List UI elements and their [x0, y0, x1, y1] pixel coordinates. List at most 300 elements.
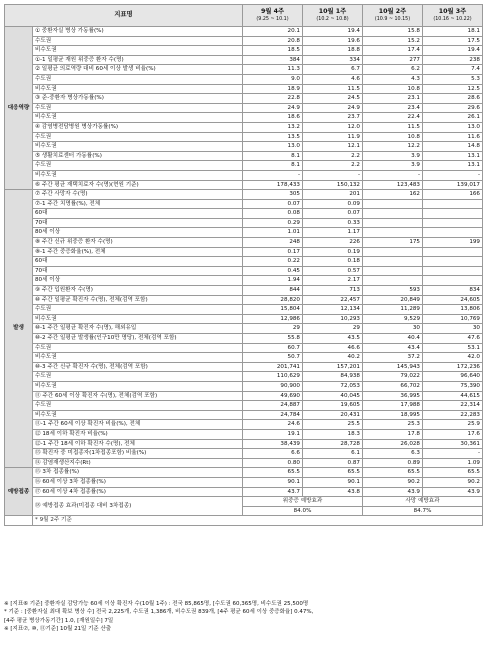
row-label: 80세 이상 — [33, 276, 243, 286]
row-label: ⑦ 주간 사망자 수(명) — [33, 190, 243, 200]
row-label: ⑦-1 주간 치명률(%), 전체 — [33, 199, 243, 209]
table-row — [5, 247, 483, 257]
cell-value: 0.89 — [363, 458, 423, 468]
cell-value: 43.9 — [363, 487, 423, 497]
cell-value: 18.3 — [303, 429, 363, 439]
cell-value: 238 — [423, 55, 483, 65]
table-row — [5, 372, 483, 382]
row-label: ⑧ 주간 신규 위중증 환자 수(명) — [33, 238, 243, 248]
cell-value: 0.08 — [243, 209, 303, 219]
cell-value: 0.07 — [243, 199, 303, 209]
cell-value: 844 — [243, 286, 303, 296]
cell-value: 72,053 — [303, 381, 363, 391]
cell-value: 11.3 — [243, 65, 303, 75]
cell-value: 226 — [303, 238, 363, 248]
cell-value: 43.9 — [423, 487, 483, 497]
cell-value — [423, 209, 483, 219]
cell-value: 13,806 — [423, 305, 483, 315]
cell-value: 46.6 — [303, 343, 363, 353]
cell-value: 11,289 — [363, 305, 423, 315]
cell-value: 38,439 — [243, 439, 303, 449]
cell-value: 7.4 — [423, 65, 483, 75]
table-row — [5, 497, 483, 507]
table-row — [5, 257, 483, 267]
cell-value — [363, 228, 423, 238]
cell-value: 13.0 — [243, 142, 303, 152]
footnotes — [4, 600, 482, 634]
cell-value: 1.94 — [243, 276, 303, 286]
cell-value: 26.1 — [423, 113, 483, 123]
row-label: ⑰ 60세 이상 4차 접종률(%) — [33, 487, 243, 497]
cell-value: 248 — [243, 238, 303, 248]
row-label: 비수도권 — [33, 84, 243, 94]
table-row — [5, 305, 483, 315]
cell-value: 0.09 — [303, 199, 363, 209]
header-row — [5, 5, 483, 27]
row-label: 수도권 — [33, 74, 243, 84]
header-week — [243, 5, 303, 27]
cell-value — [363, 276, 423, 286]
cell-value — [363, 218, 423, 228]
cell-value: 13.5 — [243, 132, 303, 142]
table-row — [5, 286, 483, 296]
cell-value: 593 — [363, 286, 423, 296]
row-label: 수도권 — [33, 103, 243, 113]
cell-value — [363, 247, 423, 257]
cell-value: 22.4 — [363, 113, 423, 123]
cell-value: 53.1 — [423, 343, 483, 353]
cell-value: 30 — [363, 324, 423, 334]
cell-value: 55.8 — [243, 334, 303, 344]
cell-value: 11.6 — [423, 132, 483, 142]
row-label: 비수도권 — [33, 170, 243, 180]
cell-value: 22,283 — [423, 410, 483, 420]
cell-value: 6.1 — [303, 449, 363, 459]
cell-value: 65.5 — [243, 468, 303, 478]
cell-value: 110,629 — [243, 372, 303, 382]
week-label: 9월 4주 — [260, 7, 285, 15]
cell-value: 22,457 — [303, 295, 363, 305]
table-row — [5, 55, 483, 65]
table-row — [5, 103, 483, 113]
cell-value: 22.8 — [243, 94, 303, 104]
cell-value: 1.17 — [303, 228, 363, 238]
cell-value: 18.1 — [423, 27, 483, 37]
cell-value: 28,820 — [243, 295, 303, 305]
cell-value: 384 — [243, 55, 303, 65]
row-label: ⑬ 확진자 중 미접종자(1차접종포함) 비율(%) — [33, 449, 243, 459]
cell-value: 12,986 — [243, 314, 303, 324]
indicator-table — [4, 4, 483, 526]
cell-value: 43.7 — [243, 487, 303, 497]
cell-value: 6.7 — [303, 65, 363, 75]
row-label: 수도권 — [33, 36, 243, 46]
row-label: 비수도권 — [33, 113, 243, 123]
cell-value: 90,900 — [243, 381, 303, 391]
cell-value: 12.1 — [303, 142, 363, 152]
row-label: ⑫-1 주간 18세 이하 확진자 수(명), 전체 — [33, 439, 243, 449]
cell-value: 50.7 — [243, 353, 303, 363]
cell-value: 123,483 — [363, 180, 423, 190]
cell-value: 1.01 — [243, 228, 303, 238]
table-row — [5, 218, 483, 228]
cell-value: 15,804 — [243, 305, 303, 315]
cell-value: 19.1 — [243, 429, 303, 439]
cell-value: 6.2 — [363, 65, 423, 75]
cell-value: 15.8 — [363, 27, 423, 37]
table-row — [5, 458, 483, 468]
cell-value: 43.4 — [363, 343, 423, 353]
cell-value: 19.4 — [303, 27, 363, 37]
cell-value: 19,605 — [303, 401, 363, 411]
week-label: 10월 1주 — [318, 7, 347, 15]
table-row — [5, 132, 483, 142]
cell-value: 84,938 — [303, 372, 363, 382]
cell-value — [423, 199, 483, 209]
footnote-line: [4주 평균 병상가동기간] 1.0, [재원일수] 7일 — [4, 617, 114, 624]
cell-value: 66,702 — [363, 381, 423, 391]
cell-value: 17,988 — [363, 401, 423, 411]
week-label: 10월 3주 — [438, 7, 467, 15]
table-row — [5, 381, 483, 391]
row-label: 70대 — [33, 266, 243, 276]
table-row — [5, 74, 483, 84]
cell-value: 2.2 — [303, 151, 363, 161]
row-label: ④ 감염병전담병원 병상가동률(%) — [33, 122, 243, 132]
row-label: 비수도권 — [33, 46, 243, 56]
table-row — [5, 36, 483, 46]
cell-value: 1.09 — [423, 458, 483, 468]
cell-value: 23.4 — [363, 103, 423, 113]
row-label: ③ 준-중환자 병상가동률(%) — [33, 94, 243, 104]
row-label: 60대 — [33, 209, 243, 219]
cell-value: 13.2 — [243, 122, 303, 132]
cell-value: 24.9 — [243, 103, 303, 113]
table-row — [5, 170, 483, 180]
table-row — [5, 420, 483, 430]
cell-value: 20,431 — [303, 410, 363, 420]
row-label: ⑪ 주간 60세 이상 확진자 수(명), 전체(검역 포함) — [33, 391, 243, 401]
row-label: ⑩-1 주간 일평균 확진자 수(명), 해외유입 — [33, 324, 243, 334]
cell-value: 12.5 — [423, 84, 483, 94]
cell-value: 90.1 — [303, 477, 363, 487]
cell-value: 0.18 — [303, 257, 363, 267]
cell-value: 40,045 — [303, 391, 363, 401]
cell-value: 12,134 — [303, 305, 363, 315]
cell-value: 175 — [363, 238, 423, 248]
cell-value: 0.87 — [303, 458, 363, 468]
header-week — [363, 5, 423, 27]
table-row — [5, 190, 483, 200]
cell-value: 23.1 — [363, 94, 423, 104]
row-label: 비수도권 — [33, 410, 243, 420]
cell-value: 0.22 — [243, 257, 303, 267]
row-label: ⑥ 주간 평균 재택치료자 수(명)(현원 기준) — [33, 180, 243, 190]
cell-value: - — [243, 170, 303, 180]
row-label: ⑩ 주간 일평균 확진자 수(명), 전체(검역 포함) — [33, 295, 243, 305]
cell-value: 6.3 — [363, 449, 423, 459]
table-row — [5, 180, 483, 190]
cell-value: - — [363, 170, 423, 180]
cell-value: 19.4 — [423, 46, 483, 56]
cell-value: 96,640 — [423, 372, 483, 382]
cell-value: 42.0 — [423, 353, 483, 363]
cell-value: 25.5 — [303, 420, 363, 430]
row-label: ⑪-1 주간 60세 이상 확진자 비율(%), 전체 — [33, 420, 243, 430]
cell-value: 24.9 — [303, 103, 363, 113]
table-note-row — [5, 516, 483, 526]
cell-value: 40.2 — [303, 353, 363, 363]
table-row — [5, 122, 483, 132]
table-row — [5, 27, 483, 37]
cell-value: 20,849 — [363, 295, 423, 305]
table-row — [5, 449, 483, 459]
cell-value: 305 — [243, 190, 303, 200]
table-row — [5, 343, 483, 353]
cell-value: 162 — [363, 190, 423, 200]
cell-value: 43.5 — [303, 334, 363, 344]
cell-value: 11.9 — [303, 132, 363, 142]
cell-value: 201,741 — [243, 362, 303, 372]
cell-value: 90.1 — [243, 477, 303, 487]
cell-value — [423, 218, 483, 228]
row-label: 60대 — [33, 257, 243, 267]
row-label: ⑧-1 주간 중증화율(%), 전체 — [33, 247, 243, 257]
cell-value: 9,529 — [363, 314, 423, 324]
cell-value: 18.8 — [303, 46, 363, 56]
cell-value: 0.57 — [303, 266, 363, 276]
cell-value: 178,433 — [243, 180, 303, 190]
cell-value: 25.9 — [423, 420, 483, 430]
cell-value: 24,605 — [423, 295, 483, 305]
table-row — [5, 295, 483, 305]
row-label: ② 일평균 의료역량 대비 60세 이상 발생 비율(%) — [33, 65, 243, 75]
cell-value: 17.6 — [423, 429, 483, 439]
cell-value: 17.8 — [363, 429, 423, 439]
footnote-line: ※ [지표⑥ 기준] 중환자실 감당가능 60세 이상 확진자 수(10월 1주) : 전국 85,865명, [수도권 60,365명, 비수도권 25,500명 — [4, 601, 309, 607]
cell-value: 5.3 — [423, 74, 483, 84]
cell-value — [363, 257, 423, 267]
cell-value — [363, 199, 423, 209]
week-label: 10월 2주 — [378, 7, 407, 15]
cell-value: 18.5 — [243, 46, 303, 56]
cell-value: 166 — [423, 190, 483, 200]
cell-value: 713 — [303, 286, 363, 296]
cell-value: 20.1 — [243, 27, 303, 37]
cell-value: 172,236 — [423, 362, 483, 372]
table-row — [5, 314, 483, 324]
cell-value — [423, 247, 483, 257]
row-label: 80세 이상 — [33, 228, 243, 238]
cell-value: 79,022 — [363, 372, 423, 382]
cell-value: 277 — [363, 55, 423, 65]
cell-value: 145,943 — [363, 362, 423, 372]
header-indicator: 지표명 — [5, 5, 243, 27]
cell-value: 23.7 — [303, 113, 363, 123]
table-row — [5, 477, 483, 487]
row-label: ⑯ 60세 이상 3차 접종률(%) — [33, 477, 243, 487]
cell-value: 40.4 — [363, 334, 423, 344]
table-row — [5, 429, 483, 439]
row-label: ⑱ 예방접종 효과(미접종 대비 3차접종) — [33, 497, 243, 516]
cell-value: 8.1 — [243, 161, 303, 171]
row-label: ⑤ 생활치료센터 가동률(%) — [33, 151, 243, 161]
cell-value: 139,017 — [423, 180, 483, 190]
table-row — [5, 46, 483, 56]
table-row — [5, 84, 483, 94]
cell-value: - — [303, 170, 363, 180]
table-row — [5, 468, 483, 478]
cell-value: 30 — [423, 324, 483, 334]
cell-value — [423, 266, 483, 276]
table-row — [5, 276, 483, 286]
row-label: ⑭ 감염재생산지수(Rt) — [33, 458, 243, 468]
cell-value: 4.3 — [363, 74, 423, 84]
header-week — [303, 5, 363, 27]
cell-value: 10,769 — [423, 314, 483, 324]
cell-value: 28,728 — [303, 439, 363, 449]
cell-value: 3.9 — [363, 161, 423, 171]
cell-value: - — [423, 170, 483, 180]
category-response: 대응역량 — [5, 27, 33, 190]
row-label: 비수도권 — [33, 353, 243, 363]
row-label: 수도권 — [33, 161, 243, 171]
effect-header: 사망 예방효과 — [363, 497, 483, 507]
cell-value: 18,995 — [363, 410, 423, 420]
cell-value: 10.8 — [363, 132, 423, 142]
table-row — [5, 334, 483, 344]
cell-value: 3.9 — [363, 151, 423, 161]
cell-value: 0.33 — [303, 218, 363, 228]
cell-value — [363, 209, 423, 219]
row-label: 수도권 — [33, 305, 243, 315]
table-row — [5, 391, 483, 401]
effect-value: 84.7% — [363, 506, 483, 516]
cell-value — [423, 228, 483, 238]
category-outbreak: 발생 — [5, 190, 33, 468]
table-row — [5, 209, 483, 219]
cell-value: 26,028 — [363, 439, 423, 449]
cell-value: 10,293 — [303, 314, 363, 324]
cell-value: 25.3 — [363, 420, 423, 430]
table-row — [5, 142, 483, 152]
header-week — [423, 5, 483, 27]
row-label: 비수도권 — [33, 314, 243, 324]
table-row — [5, 353, 483, 363]
effect-note: * 9월 2주 기준 — [33, 516, 483, 526]
row-label: ①-1 일평균 재원 위중증 환자 수(명) — [33, 55, 243, 65]
cell-value: 65.5 — [363, 468, 423, 478]
table-row — [5, 161, 483, 171]
week-range: (10.16 ~ 10.22) — [433, 17, 472, 23]
cell-value: 10.8 — [363, 84, 423, 94]
cell-value: 334 — [303, 55, 363, 65]
table-row — [5, 439, 483, 449]
row-label: ⑫ 18세 이하 확진자 비율(%) — [33, 429, 243, 439]
cell-value: 29.6 — [423, 103, 483, 113]
footnote-line: * 기준 : [중환자실 최대 확보 병상 수] 전국 2,225개, 수도권 1,386개, 비수도권 839개, [4주 평균 60세 이상 중증화율] 0.47%, — [4, 609, 314, 616]
table-row — [5, 362, 483, 372]
cell-value: 44,615 — [423, 391, 483, 401]
cell-value: 24,784 — [243, 410, 303, 420]
cell-value: 0.19 — [303, 247, 363, 257]
cell-value: 29 — [243, 324, 303, 334]
cell-value: 9.0 — [243, 74, 303, 84]
cell-value: 60.7 — [243, 343, 303, 353]
cell-value: 37.2 — [363, 353, 423, 363]
cell-value — [423, 276, 483, 286]
cell-value: 28.6 — [423, 94, 483, 104]
table-row — [5, 113, 483, 123]
table-row — [5, 65, 483, 75]
cell-value: 17.4 — [363, 46, 423, 56]
cell-value: 0.80 — [243, 458, 303, 468]
cell-value: 18.6 — [243, 113, 303, 123]
table-row — [5, 410, 483, 420]
cell-value: 0.29 — [243, 218, 303, 228]
cell-value: 24,887 — [243, 401, 303, 411]
week-range: (9.25 ~ 10.1) — [256, 17, 289, 23]
cell-value: 157,201 — [303, 362, 363, 372]
cell-value: 22,314 — [423, 401, 483, 411]
table-row — [5, 199, 483, 209]
row-label: ⑩-2 주간 일평균 발생률(인구10만 명당), 전체(검역 포함) — [33, 334, 243, 344]
cell-value: 47.6 — [423, 334, 483, 344]
row-label: 70대 — [33, 218, 243, 228]
cell-value: 65.5 — [303, 468, 363, 478]
cell-value: 29 — [303, 324, 363, 334]
cell-value: 11.5 — [303, 84, 363, 94]
cell-value: 75,390 — [423, 381, 483, 391]
row-label: ⑮ 3차 접종률(%) — [33, 468, 243, 478]
cell-value: 13.1 — [423, 151, 483, 161]
row-label: 수도권 — [33, 401, 243, 411]
row-label: 비수도권 — [33, 381, 243, 391]
cell-value: 65.5 — [423, 468, 483, 478]
cell-value: 201 — [303, 190, 363, 200]
row-label: 수도권 — [33, 372, 243, 382]
cell-value: 4.6 — [303, 74, 363, 84]
footnote-line: ※ [지표⑦, ⑩, ⑪기준] 10월 21일 기준 산출 — [4, 626, 112, 633]
row-label: 수도권 — [33, 343, 243, 353]
cell-value: 6.6 — [243, 449, 303, 459]
table-row — [5, 238, 483, 248]
cell-value: 14.8 — [423, 142, 483, 152]
effect-header: 위중증 예방효과 — [243, 497, 363, 507]
cell-value — [363, 266, 423, 276]
cell-value: 834 — [423, 286, 483, 296]
table-row — [5, 324, 483, 334]
cell-value — [423, 257, 483, 267]
cell-value: 15.2 — [363, 36, 423, 46]
cell-value: 36,995 — [363, 391, 423, 401]
row-label: 수도권 — [33, 132, 243, 142]
cell-value: 90.2 — [423, 477, 483, 487]
table-row — [5, 151, 483, 161]
week-range: (10.2 ~ 10.8) — [316, 17, 349, 23]
cell-value: 0.07 — [303, 209, 363, 219]
cell-value: 24.5 — [303, 94, 363, 104]
table-row — [5, 487, 483, 497]
cell-value: 13.0 — [423, 122, 483, 132]
cell-value: 20.8 — [243, 36, 303, 46]
cell-value: 11.5 — [363, 122, 423, 132]
category-vaccination: 예방접종 — [5, 468, 33, 516]
cell-value: 90.2 — [363, 477, 423, 487]
cell-value: 49,690 — [243, 391, 303, 401]
effect-value: 84.0% — [243, 506, 363, 516]
table-row — [5, 401, 483, 411]
